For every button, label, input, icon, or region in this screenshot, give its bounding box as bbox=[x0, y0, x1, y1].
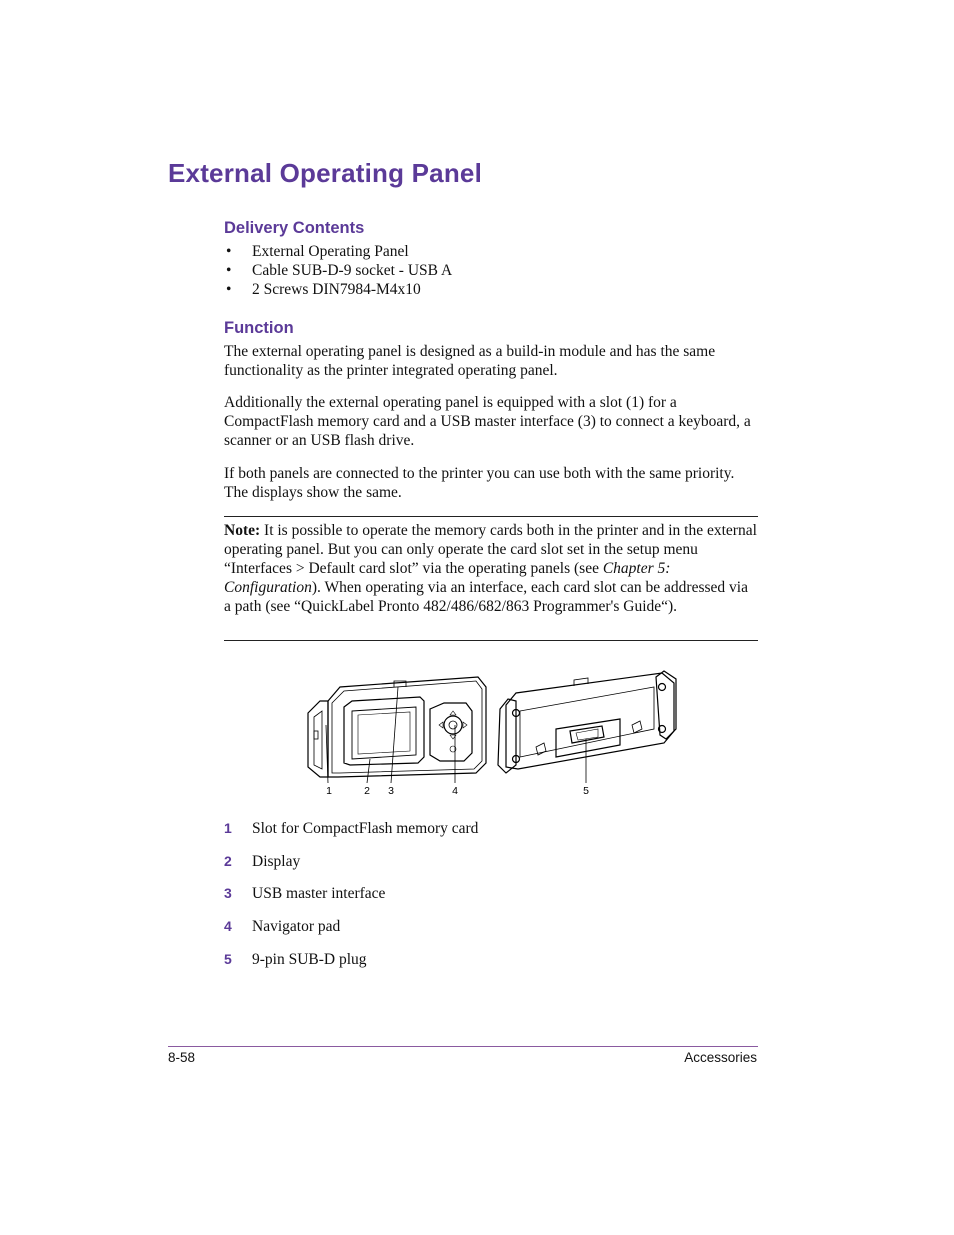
panel-front-view bbox=[308, 677, 486, 777]
callout-numbers bbox=[326, 785, 589, 797]
note-top-rule bbox=[224, 516, 758, 517]
list-item-text: External Operating Panel bbox=[252, 243, 409, 260]
note-text-continued: ). When operating via an interface, each card slot can be addressed via a path (see “QuickLabel Pronto 482/486/682/863 Programmer's Guide“). bbox=[224, 579, 748, 615]
list-item bbox=[224, 242, 452, 261]
footer-section-title: Accessories bbox=[684, 1050, 757, 1065]
callout-2: 2 bbox=[364, 785, 370, 797]
note-label: Note: bbox=[224, 522, 261, 539]
list-item bbox=[224, 280, 452, 299]
note-text: It is possible to operate the memory cards both in the printer and in the external operating panel. But you can only operate the card slot set in the setup menu “Interfaces > Default card slot” via the operating panels (see bbox=[224, 522, 757, 577]
page-number: 8-58 bbox=[168, 1050, 196, 1065]
list-item-text: 2 Screws DIN7984-M4x10 bbox=[252, 281, 421, 298]
legend-number: 2 bbox=[224, 853, 232, 869]
function-heading: Function bbox=[224, 319, 294, 337]
function-paragraph: The external operating panel is designed as a build-in module and has the same functionality as the printer integrated operating panel. bbox=[224, 343, 716, 379]
callout-5: 5 bbox=[583, 785, 589, 797]
legend-text: Navigator pad bbox=[252, 918, 341, 935]
legend-number: 3 bbox=[224, 885, 232, 901]
note-chapter-reference: Chapter 5: Configuration bbox=[224, 560, 671, 596]
legend-text: Display bbox=[252, 853, 301, 870]
bullet: • bbox=[226, 281, 232, 298]
bullet: • bbox=[226, 243, 232, 260]
list-item-text: Cable SUB-D-9 socket - USB A bbox=[252, 262, 453, 279]
function-paragraph: If both panels are connected to the printer you can use both with the same priority. The displays show the same. bbox=[224, 465, 735, 501]
callout-3: 3 bbox=[388, 785, 394, 797]
delivery-contents-heading: Delivery Contents bbox=[224, 219, 365, 237]
legend-number: 5 bbox=[224, 951, 232, 967]
operating-panel-illustration bbox=[300, 665, 690, 800]
note-box bbox=[224, 521, 758, 616]
note-bottom-rule bbox=[224, 640, 758, 641]
callout-4: 4 bbox=[452, 785, 458, 797]
legend-text: 9-pin SUB-D plug bbox=[252, 951, 367, 968]
function-paragraph: Additionally the external operating panel is equipped with a slot (1) for a CompactFlash memory card and a USB master interface (3) to connect a keyboard, a scanner or an USB flash drive. bbox=[224, 394, 751, 449]
delivery-contents-list bbox=[224, 242, 452, 299]
list-item bbox=[224, 261, 452, 280]
bullet: • bbox=[226, 262, 232, 279]
page-title: External Operating Panel bbox=[168, 158, 483, 188]
callout-1: 1 bbox=[326, 785, 332, 797]
legend-text: USB master interface bbox=[252, 885, 386, 902]
panel-rear-view bbox=[498, 671, 676, 773]
legend-number: 4 bbox=[224, 918, 232, 934]
footer-rule bbox=[168, 1046, 758, 1047]
legend-text: Slot for CompactFlash memory card bbox=[252, 820, 479, 837]
legend-number: 1 bbox=[224, 820, 232, 836]
